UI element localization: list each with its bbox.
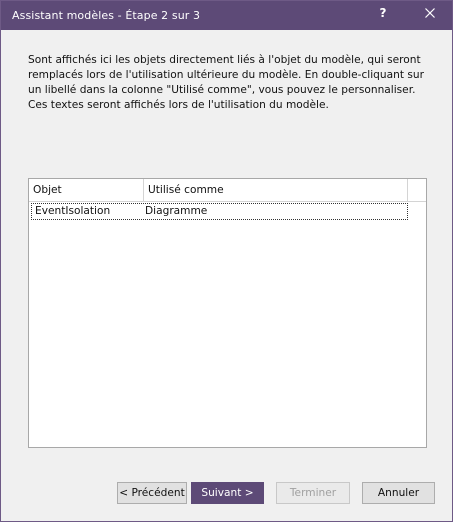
objects-list[interactable] <box>28 178 427 448</box>
cell-utilise-comme[interactable]: Diagramme <box>145 205 208 217</box>
close-button[interactable] <box>412 1 448 25</box>
column-header-utilise-comme[interactable]: Utilisé comme <box>144 179 408 201</box>
finish-button[interactable]: Terminer <box>276 482 350 504</box>
cell-objet: EventIsolation <box>35 205 111 217</box>
close-icon <box>425 8 435 18</box>
next-button[interactable]: Suivant > <box>191 482 264 504</box>
previous-button[interactable]: < Précédent <box>117 482 187 504</box>
title-bar[interactable] <box>1 1 452 30</box>
help-button[interactable]: ? <box>379 6 387 20</box>
column-header-filler <box>408 179 426 201</box>
cancel-button[interactable]: Annuler <box>362 482 435 504</box>
list-header <box>29 179 426 202</box>
instructions-text: Sont affichés ici les objets directement liés à l'objet du modèle, qui seront remplacés lors de l'utilisation ultérieure du modèle. En double-cliquant sur un libellé dans la colonne "Utilisé comme", vous pouvez le personnaliser. Ces textes seront affichés lors de l'utilisation du modèle. <box>28 54 424 111</box>
window-title: Assistant modèles - Étape 2 sur 3 <box>12 9 201 22</box>
column-header-objet[interactable]: Objet <box>29 179 144 201</box>
table-row[interactable] <box>31 203 408 220</box>
